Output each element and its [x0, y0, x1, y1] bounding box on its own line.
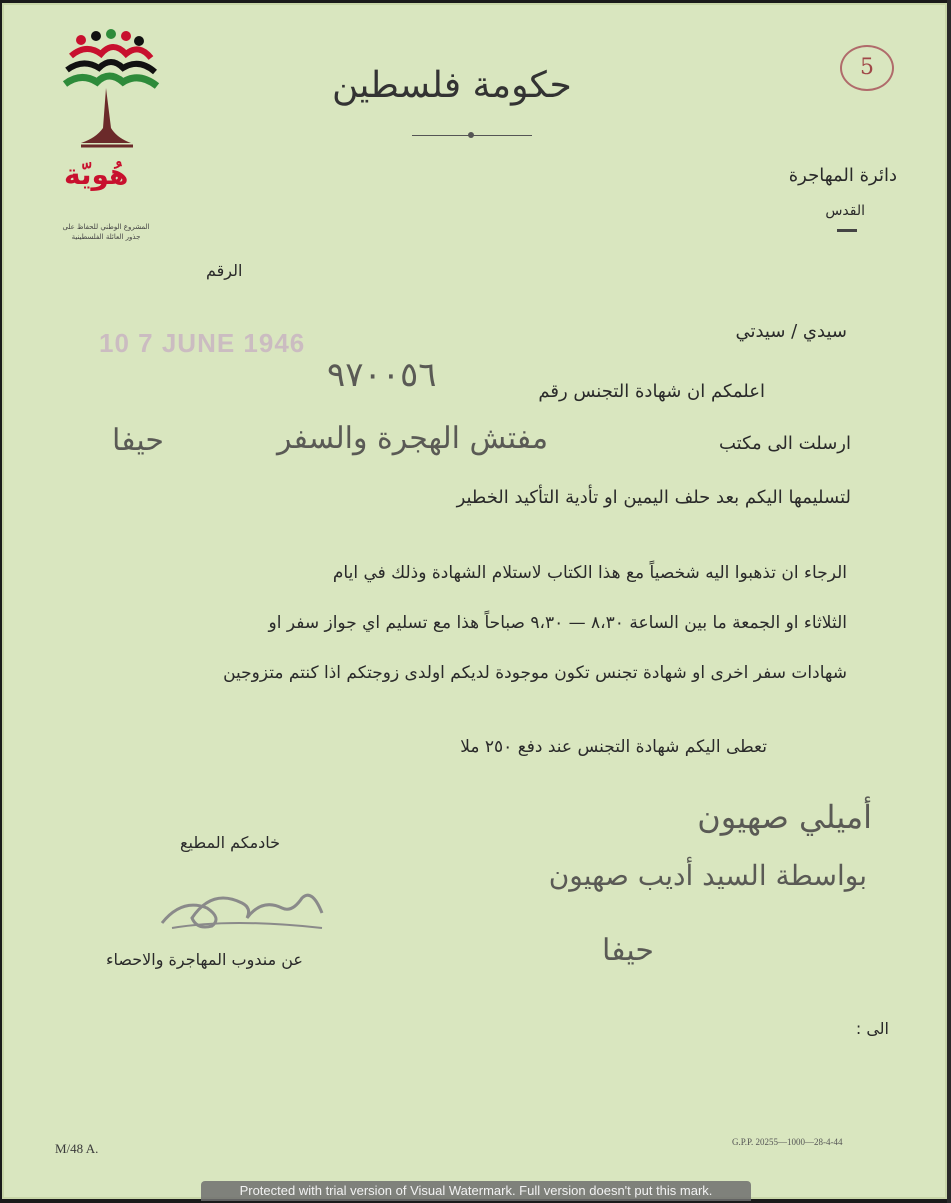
certificate-number: ٩٧٠٠٥٦	[327, 355, 437, 395]
department-city: القدس	[825, 203, 865, 219]
office-handwritten: مفتش الهجرة والسفر	[277, 421, 549, 456]
watermark-banner: Protected with trial version of Visual Watermark. Full version doesn't put this mark.	[201, 1181, 751, 1201]
page-mark-circle	[840, 45, 894, 91]
form-code: M/48 A.	[55, 1141, 99, 1156]
oath-line: لتسليمها اليكم بعد حلف اليمين او تأدية التأكيد الخطير	[456, 487, 851, 508]
addressee-city: حيفا	[602, 933, 654, 968]
instructions-line-2: الثلاثاء او الجمعة ما بين الساعة ٨،٣٠ — ٩،٣٠ صباحاً هذا مع تسليم اي جواز سفر او	[268, 613, 847, 633]
date-stamp: 10 7 JUNE 1946	[99, 328, 306, 358]
closing: خادمكم المطيع	[180, 833, 281, 852]
instructions-line-3: شهادات سفر اخرى او شهادة تجنس تكون موجودة لديكم اولدى زوجتكم اذا كنتم متزوجين	[223, 663, 847, 683]
fee-line: تعطى اليكم شهادة التجنس عند دفع ٢٥٠ ملا	[460, 737, 767, 757]
logo-tagline-2: جذور العائلة الفلسطينية	[71, 233, 141, 241]
on-behalf: عن مندوب المهاجرة والاحصاء	[106, 950, 303, 969]
logo-tagline-1: المشروع الوطني للحفاظ على	[62, 223, 150, 231]
addressee-via: بواسطة السيد أديب صهيون	[548, 859, 867, 892]
city-underline	[837, 229, 857, 232]
office-city-handwritten: حيفا	[112, 423, 164, 458]
government-title: حكومة فلسطين	[332, 65, 572, 106]
family-tree-icon	[51, 28, 161, 158]
page-mark: 5	[860, 55, 874, 80]
sent-to-line: ارسلت الى مكتب	[718, 433, 851, 454]
instructions-line-1: الرجاء ان تذهبوا اليه شخصياً مع هذا الكتاب لاستلام الشهادة وذلك في ايام	[332, 563, 847, 583]
department: دائرة المهاجرة	[788, 165, 897, 186]
signature-scribble	[152, 868, 332, 938]
number-label: الرقم	[206, 261, 243, 280]
document-page	[2, 3, 947, 1199]
salutation: سيدي / سيدتي	[735, 321, 847, 342]
logo-brand: هُويّة	[64, 158, 129, 191]
cert-line: اعلمكم ان شهادة التجنس رقم	[538, 381, 765, 402]
hawiya-logo	[46, 28, 166, 248]
title-divider-dot	[468, 132, 474, 138]
print-reference: G.P.P. 20255—1000—28-4-44	[732, 1137, 843, 1147]
to-label: الى :	[855, 1019, 889, 1038]
scan-edge	[947, 0, 951, 1203]
addressee-name: أميلي صهيون	[697, 798, 872, 836]
